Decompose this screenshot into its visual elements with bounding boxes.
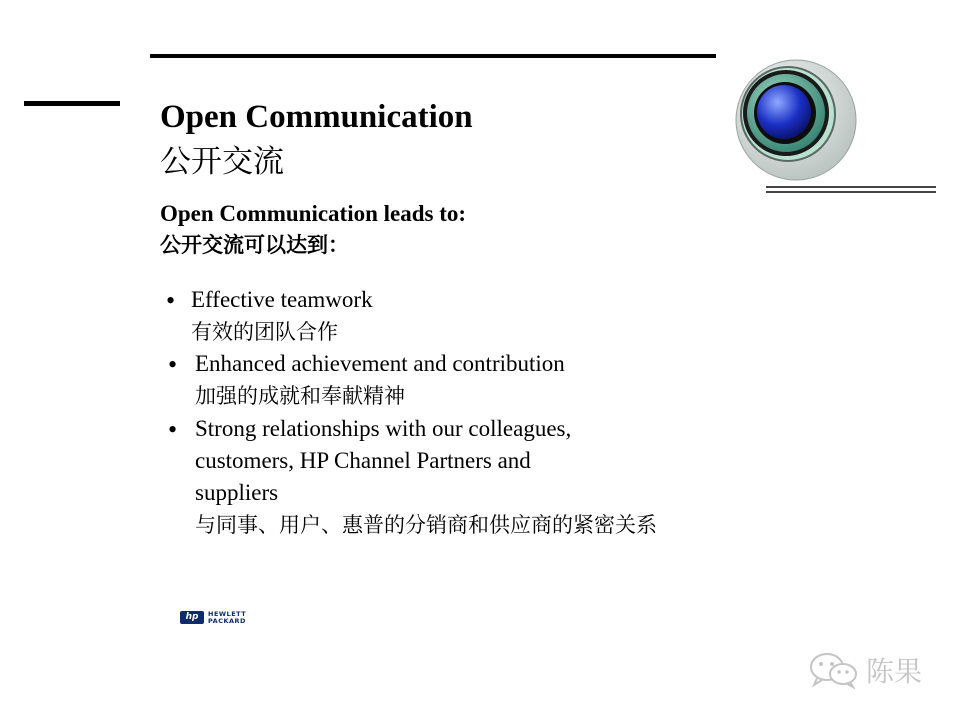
right-rule-lower <box>766 191 936 193</box>
right-rule-upper <box>766 186 936 188</box>
slide-title: Open Communication <box>160 99 473 135</box>
watermark <box>808 650 922 690</box>
hp-wordmark-line1: HEWLETT <box>208 609 247 618</box>
hp-wordmark <box>208 611 246 625</box>
lead-heading: Open Communication leads to: <box>160 201 467 226</box>
bullet-item-3-line-2: customers, HP Channel Partners and <box>195 448 531 473</box>
wechat-icon <box>808 651 860 689</box>
top-rule <box>150 54 716 58</box>
slide-title-zh: 公开交流 <box>160 144 284 180</box>
left-rule <box>24 101 120 106</box>
bullet-item-2: Enhanced achievement and contribution <box>195 351 565 376</box>
hp-logo <box>180 610 246 625</box>
watermark-text: 陈果 <box>866 655 923 688</box>
lead-heading-zh: 公开交流可以达到： <box>160 233 349 257</box>
hp-badge-icon: hp <box>180 611 204 624</box>
bullet-item-1: Effective teamwork <box>191 287 373 312</box>
bullet-item-1-zh: 有效的团队合作 <box>191 320 338 344</box>
bullet-item-3-zh: 与同事、用户、惠普的分销商和供应商的紧密关系 <box>195 513 657 537</box>
bullet-item-3-line-3: suppliers <box>195 480 279 505</box>
concentric-circles-logo <box>730 58 860 186</box>
bullet-item-3-line-1: Strong relationships with our colleagues, <box>195 416 572 441</box>
bullet-marker: • <box>168 415 178 444</box>
bullet-marker: • <box>168 350 178 379</box>
bullet-marker: • <box>166 286 176 315</box>
bullet-item-2-zh: 加强的成就和奉献精神 <box>195 384 405 408</box>
hp-wordmark-line2: PACKARD <box>208 616 246 625</box>
